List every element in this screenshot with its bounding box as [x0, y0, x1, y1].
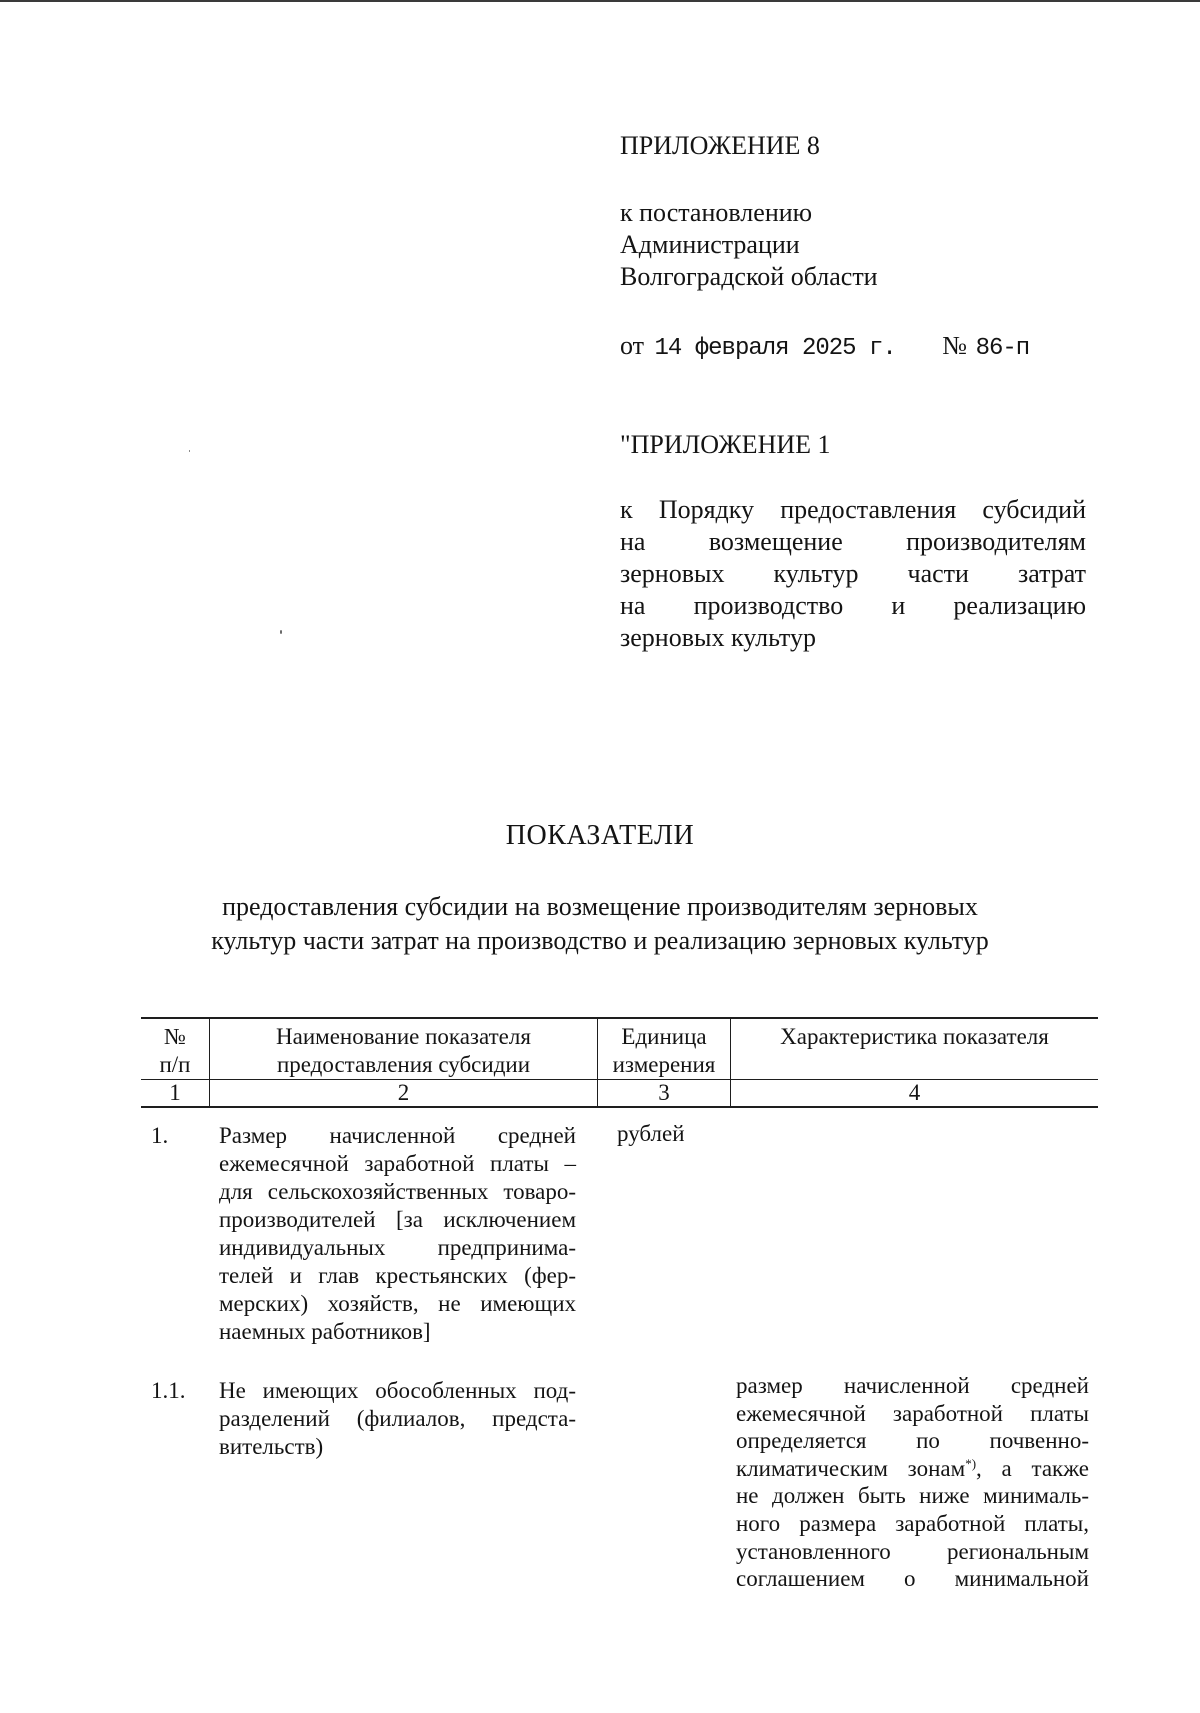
header-name-line: Наименование показателя	[276, 1024, 531, 1049]
characteristic-line: ежемесячной заработной платы	[736, 1400, 1089, 1426]
header-name-cell	[210, 1018, 598, 1080]
appendix1-reference-line: зерновых культур	[620, 623, 816, 652]
scan-top-edge	[0, 0, 1200, 2]
characteristic-line	[736, 1455, 1089, 1483]
decree-date-line	[620, 330, 1029, 365]
row-name-line: вительств)	[219, 1434, 324, 1459]
row-name-line: для сельскохозяйственных товаро-	[219, 1179, 576, 1204]
header-number-line: п/п	[159, 1052, 191, 1077]
row-name-line: производителей [за исключением	[219, 1207, 576, 1232]
scan-speck	[280, 630, 282, 634]
header-number-cell	[141, 1018, 210, 1080]
row-characteristic	[736, 1372, 1089, 1593]
appendix1-reference	[620, 494, 1086, 654]
row-name-line: ежемесячной заработной платы –	[219, 1151, 576, 1176]
document-title: ПОКАЗАТЕЛИ	[505, 820, 695, 851]
row-name-line: разделений (филиалов, предста-	[219, 1406, 576, 1431]
characteristic-line: не должен быть ниже минималь-	[736, 1483, 1089, 1509]
row-name-line: индивидуальных предпринима-	[219, 1235, 576, 1260]
header-number-line: №	[164, 1024, 186, 1049]
characteristic-line: размер начисленной средней	[736, 1373, 1089, 1398]
column-number: 1	[141, 1080, 210, 1108]
header-characteristic-line: Характеристика показателя	[780, 1024, 1049, 1049]
characteristic-text: , а также	[976, 1455, 1089, 1481]
indicators-table-header	[141, 1017, 1098, 1108]
appendix8-reference	[620, 197, 878, 293]
row-name-line: телей и глав крестьянских (фер-	[219, 1263, 576, 1288]
column-number: 2	[210, 1080, 598, 1108]
appendix1-reference-line: на возмещение производителям	[620, 527, 1086, 556]
appendix8-title: ПРИЛОЖЕНИЕ 8	[620, 131, 820, 160]
appendix1-reference-line: к Порядку предоставления субсидий	[620, 495, 1086, 524]
number-sign: №	[942, 331, 968, 360]
column-number: 4	[731, 1080, 1099, 1108]
header-unit-cell	[598, 1018, 731, 1080]
characteristic-line: соглашением о минимальной	[736, 1566, 1089, 1592]
row-number: 1.	[151, 1123, 169, 1148]
column-number: 3	[598, 1080, 731, 1108]
footnote-marker: *)	[965, 1455, 977, 1471]
decree-date: 14 февраля 2025 г.	[654, 335, 896, 362]
header-unit-line: Единица	[621, 1024, 707, 1049]
appendix8-reference-line: Волгоградской области	[620, 262, 878, 291]
header-characteristic-cell	[731, 1018, 1099, 1080]
appendix8-reference-line: Администрации	[620, 230, 800, 259]
document-subtitle	[0, 890, 1200, 958]
date-prefix: от	[620, 331, 645, 360]
header-name-line: предоставления субсидии	[276, 1052, 531, 1077]
row-number: 1.1.	[151, 1378, 186, 1403]
row-name-line: наемных работников]	[219, 1319, 431, 1344]
appendix1-reference-line: на производство и реализацию	[620, 591, 1086, 620]
row-indicator-name	[219, 1377, 576, 1461]
row-unit: рублей	[617, 1121, 685, 1146]
scan-speck	[189, 450, 190, 452]
header-unit-line: измерения	[612, 1052, 716, 1077]
document-subtitle-line: культур части затрат на производство и реализацию зерновых культур	[211, 926, 989, 955]
document-subtitle-line: предоставления субсидии на возмещение производителям зерновых	[222, 892, 978, 921]
appendix1-title: "ПРИЛОЖЕНИЕ 1	[620, 430, 831, 459]
characteristic-line: установленного региональным	[736, 1538, 1089, 1564]
row-name-line: Размер начисленной средней	[219, 1123, 576, 1148]
appendix8-reference-line: к постановлению	[620, 198, 813, 227]
characteristic-line: определяется по почвенно-	[736, 1428, 1089, 1454]
characteristic-line: ного размера заработной платы,	[736, 1510, 1089, 1536]
appendix1-reference-line: зерновых культур части затрат	[620, 559, 1086, 588]
row-name-line: Не имеющих обособленных под-	[219, 1378, 576, 1403]
characteristic-text: климатическим зонам	[736, 1455, 966, 1481]
decree-number: 86-п	[975, 335, 1030, 362]
row-name-line: мерских) хозяйств, не имеющих	[219, 1291, 576, 1316]
row-indicator-name	[219, 1122, 576, 1346]
